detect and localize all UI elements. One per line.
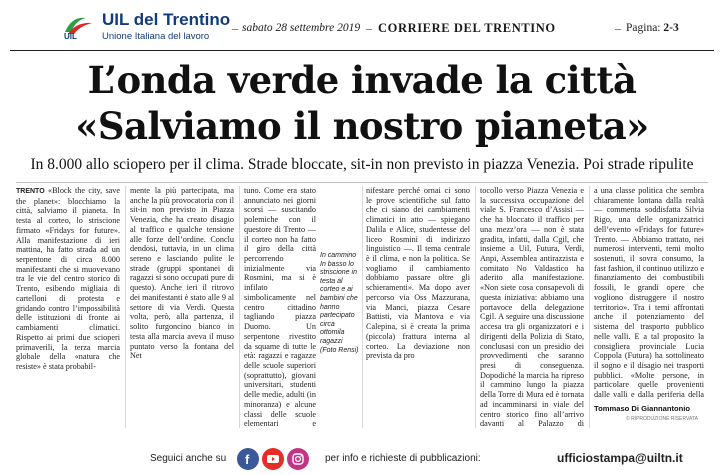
column-separator [475,186,476,428]
uil-logo-icon [62,12,96,40]
article-column-4: nifestare perché ornai ci sono le prove scientifiche sul fatto che ci siano dei cambiamenti climatici in atto — spiegano Dalila e Alice, studentesse del liceo Rosmini di indirizzo linguistico —. Il tema centrale è il clima, e non la politica. Se vogliamo il cambiamento dobbiamo passare oltre gli schieramenti». Ma dopo aver percorso via Oss Mazzurana, via Manci, piazza Cesare Battisti, via Mantova e via Calepina, si è creata la prima (piccola) frattura interna al corteo. La deviazione non prevista da pro [366,186,470,361]
article-column-6: a una classe politica che sembra chiaramente lontana dalla realtà — commenta soddisfatta Silvia Rigo, una delle organizzatrici dell’evento «Fridays for future» Trento. — Abbiamo trattato, nei numerosi interventi, temi molto sostenuti, il sovra consumo, la fast fashion, il continuo utilizzo e finanziamento dei combustibili fossili, le grandi opere che vogliono distruggere il nostro territorio». Tra i temi affrontati anche il potenziamento del sistema del trasporto pubblico nelle valli. E a tal proposito la consigliera provinciale Lucia Coppola (Futura) ha sottolineato il sogno e il disagio nei trasporti pubblici. «Molte persone, in particolare quelle provenienti dalle valli e dalla periferia della [594,186,704,399]
article-kicker: TRENTO [16,188,45,195]
page-number: 2-3 [663,22,679,34]
dash-separator: – [615,21,621,35]
svg-text:UIL: UIL [64,32,77,40]
article-column-1 [16,186,120,428]
subheadline: In 8.000 allo sciopero per il clima. Strade bloccate, sit-in non previsto in piazza Venezia. Poi strade ripulite [30,156,694,173]
youtube-icon[interactable] [262,448,284,470]
logo-title: UIL del Trentino [102,10,231,29]
instagram-icon[interactable] [287,448,309,470]
svg-text:f: f [245,452,250,467]
page-footer [0,439,724,475]
article-column-3: tuno. Come era stato annunciato nei giorni scorsi — suscitando polemiche con il questore di Trento — il corteo non ha fatto il giro della città percorrendo inizialmente via Rosmini, ma si è infilato simbolicamente nel centro cittadino tagliando piazza Duomo. Un serpentone rivestito da squame di tutte le età: ragazzi e ragazze delle scuole superiori (soprattutto), giovani universitari, studenti delle medie, adulti (in minoranza) e alcune classi delle scuole elementari e [244,186,316,428]
column-1-text: «Block the city, save the planet»: blocchiamo la città, salviamo il pianeta. In testa al corteo, lo striscione firmato «Fridays for future». Alla manifestazione di ieri mattina, ha fatto strada ad un serpentone di circa 8.000 manifestanti che si muovevano tra le vie del centro storico di Trento, esibendo migliaia di cartelloni di protesta e gridando contro l’impossibilità delle istituzioni di fronte ai cambiamenti climatici. Rispetto ai primi due scioperi primaverili, la terza marcia globale della «natura che resiste» è stata probabil- [16,186,120,371]
article-column-5: tocollo verso Piazza Venezia e la successiva occupazione del viale S. Francesco d’Assisi — che ha bloccato il traffico per una mezz’ora — non è stata gradita, infatti, dalla Cgil, che insieme a Uil, Futura, Verdi, Anpi, Assemblea antirazzista e comitato No Valdastico ha aderito alla manifestazione. «Non siete cosa consapevoli di questa iniziativa: abbiamo una portavoce della delegazione Cgil. A seguire una discussione accesa tra gli organizzatori e i dirigenti della Polizia di Stato, conclusasi con un presidio dei provvedimenti che saranno presi di conseguenza. Dopodiché la marcia ha ripreso il cammino lungo la piazza della Torre di Mura ed è tornata ad incamminarsi in viale del centro storico fino all’arrivo davanti al Palazzo di [480,186,584,428]
photo-caption-sidebar: In cammino In basso lo striscione in testa al corteo e ai bambini che hanno partecipato circa ottomila ragazzi (Foto Rensi) [320,252,359,354]
article-body [16,186,716,431]
page-reference [626,22,679,34]
follow-us-label: Seguici anche su [150,453,227,464]
page-header [0,0,724,52]
copyright-credit: © RIPRODUZIONE RISERVATA [626,416,698,422]
dash-separator: – [232,21,238,35]
newspaper-name: CORRIERE DEL TRENTINO [378,21,556,35]
column-separator [239,186,240,428]
press-office-email[interactable]: ufficiostampa@uiltn.it [557,451,683,465]
subhead-divider [16,182,708,183]
publication-info-label: per info e richieste di pubblicazioni: [325,453,481,464]
dash-separator: – [366,21,372,35]
facebook-icon[interactable] [237,448,259,470]
publication-date: sabato 28 settembre 2019 [242,22,361,34]
column-separator [589,186,590,428]
logo-subtitle: Unione Italiana del lavoro [102,31,210,42]
newspaper-meta [232,21,722,37]
header-divider [10,50,714,51]
column-separator [362,186,363,428]
headline-line-2: «Salviamo il nostro pianeta» [75,104,649,148]
page-label: Pagina: [626,22,661,34]
column-separator [125,186,126,428]
article-column-2: mente la più partecipata, ma anche la più provocatoria con il sit-in non previsto in Piazza Venezia, che ha creato disagio al traffico e qualche tensione alle forze dell’ordine. Conclu dendosi, tuttavia, in un clima sereno e lasciando pulite le strade (gruppi spontanei di ragazzi si sono occupati pure di questo). Anche ieri il ritrovo dei manifestanti è stato alle 9 al settore di via Verdi. Questa volta, però, alla partenza, il solito furgoncino bianco in testa alla marcia aveva il muso puntato verso la fontana del Net [130,186,234,361]
article-author: Tommaso Di Giannantonio [594,404,691,413]
headline-line-1: L’onda verde invade la città [87,58,637,102]
